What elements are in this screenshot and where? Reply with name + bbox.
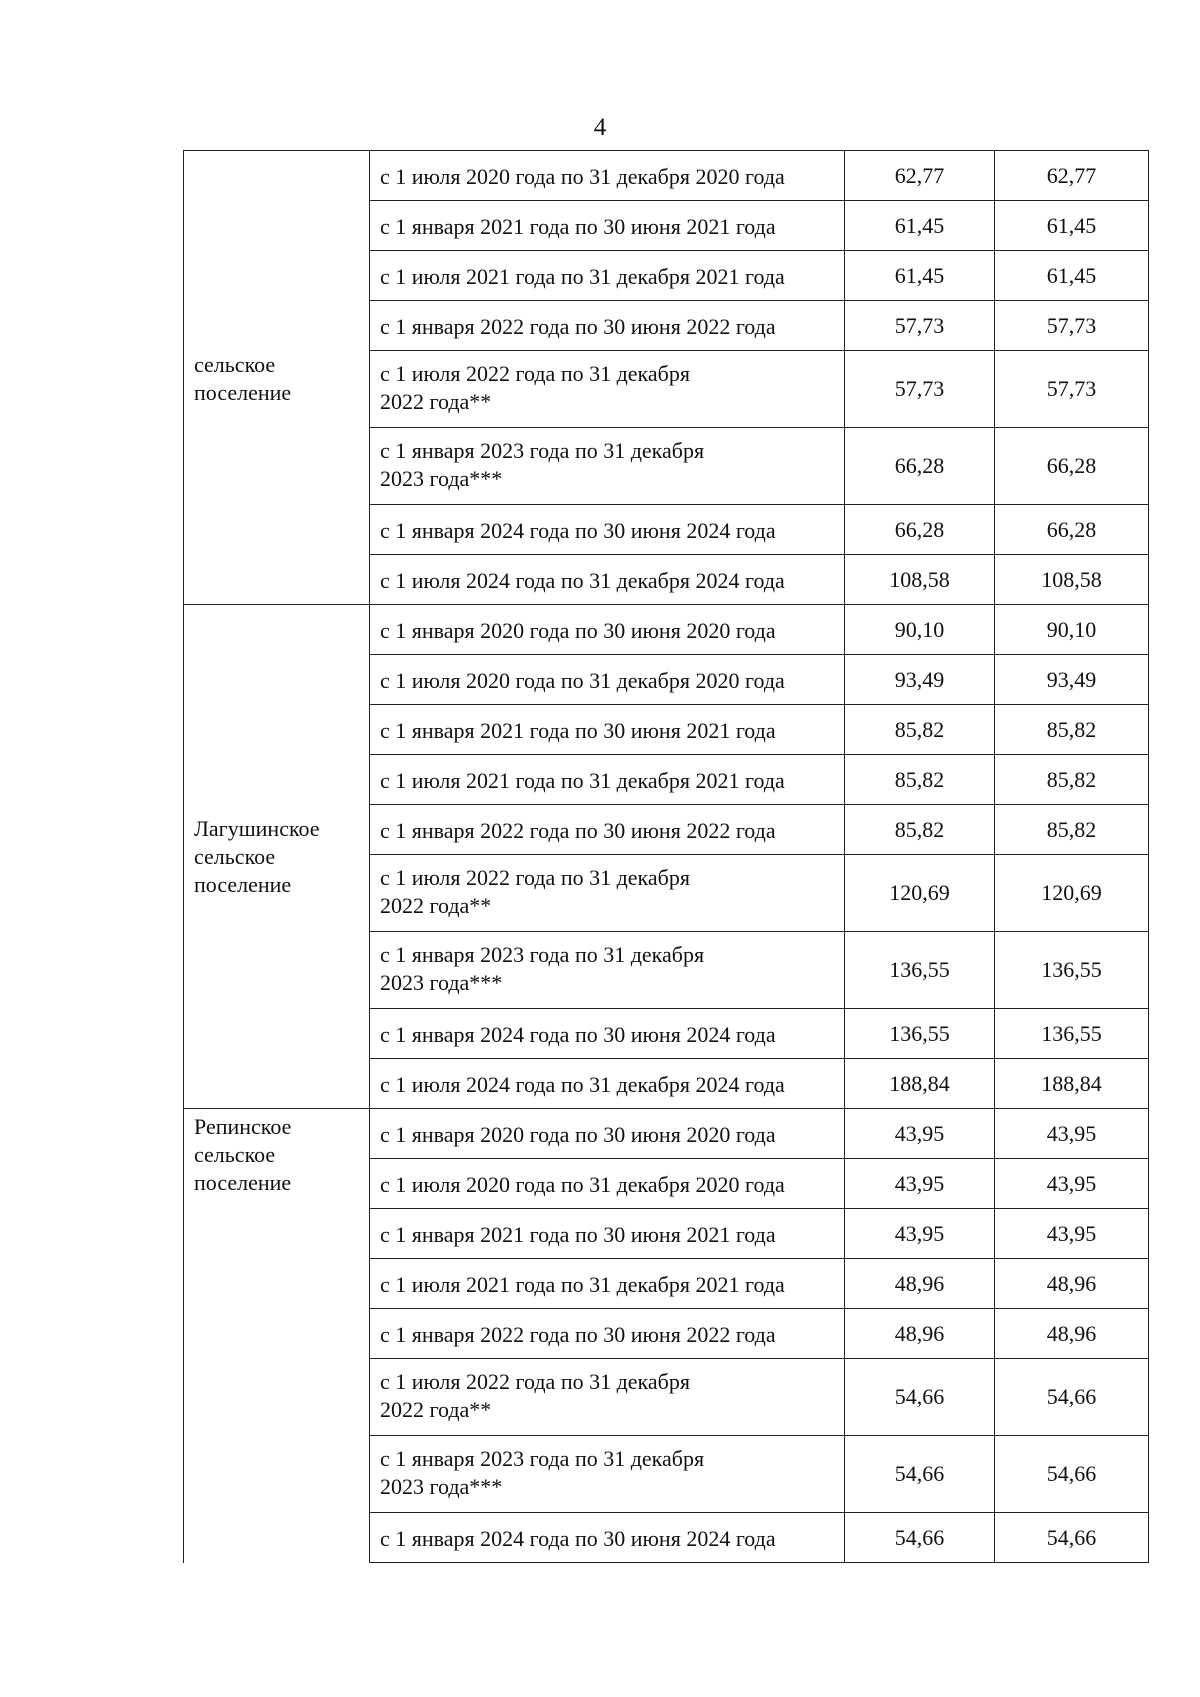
- period-cell: [370, 351, 845, 428]
- period-text: с 1 января 2021 года по 30 июня 2021 года: [380, 213, 776, 239]
- period-text: с 1 января 2023 года по 31 декабря: [380, 941, 705, 967]
- period-cell: [370, 201, 845, 251]
- period-cell: [370, 505, 845, 555]
- tariff-value-1: 54,66: [845, 1436, 995, 1513]
- settlement-name-line: сельское: [194, 1142, 276, 1167]
- settlement-name: [184, 605, 369, 899]
- tariff-value-1: 57,73: [845, 351, 995, 428]
- period-text: с 1 июля 2021 года по 31 декабря 2021 года: [380, 263, 785, 289]
- page-number: 4: [593, 114, 607, 141]
- period-cell: [370, 555, 845, 605]
- tariff-value-1: 66,28: [845, 428, 995, 505]
- period-cell: [370, 1059, 845, 1109]
- period-cell: [370, 1159, 845, 1209]
- tariff-value-1: 61,45: [845, 251, 995, 301]
- settlement-name-cell: [184, 1109, 370, 1563]
- tariff-value-2: 85,82: [995, 805, 1149, 855]
- tariff-value-1: 120,69: [845, 855, 995, 932]
- tariff-value-2: 66,28: [995, 428, 1149, 505]
- tariff-table: [183, 150, 1149, 1563]
- period-text: с 1 июля 2020 года по 31 декабря 2020 года: [380, 667, 785, 693]
- period-text: с 1 июля 2022 года по 31 декабря: [380, 864, 690, 890]
- settlement-name-line: поселение: [194, 380, 292, 405]
- period-cell: [370, 805, 845, 855]
- period-text: с 1 июля 2022 года по 31 декабря: [380, 360, 690, 386]
- tariff-value-2: 93,49: [995, 655, 1149, 705]
- period-text: с 1 января 2024 года по 30 июня 2024 года: [380, 517, 776, 543]
- period-text: 2022 года**: [380, 892, 492, 918]
- period-cell: [370, 605, 845, 655]
- period-cell: [370, 428, 845, 505]
- period-text: с 1 июля 2020 года по 31 декабря 2020 года: [380, 1171, 785, 1197]
- period-cell: [370, 1009, 845, 1059]
- tariff-value-1: 93,49: [845, 655, 995, 705]
- tariff-value-1: 108,58: [845, 555, 995, 605]
- settlement-name-line: сельское: [194, 352, 276, 377]
- period-text: 2022 года**: [380, 1396, 492, 1422]
- period-cell: [370, 1309, 845, 1359]
- tariff-value-1: 43,95: [845, 1109, 995, 1159]
- settlement-name-line: сельское: [194, 844, 276, 869]
- tariff-value-2: 120,69: [995, 855, 1149, 932]
- period-text: с 1 января 2022 года по 30 июня 2022 года: [380, 313, 776, 339]
- period-text: с 1 января 2021 года по 30 июня 2021 года: [380, 717, 776, 743]
- tariff-value-2: 57,73: [995, 351, 1149, 428]
- period-text: с 1 января 2024 года по 30 июня 2024 года: [380, 1525, 776, 1551]
- period-text: с 1 января 2020 года по 30 июня 2020 года: [380, 1121, 776, 1147]
- tariff-value-1: 61,45: [845, 201, 995, 251]
- tariff-value-2: 54,66: [995, 1359, 1149, 1436]
- tariff-value-1: 43,95: [845, 1159, 995, 1209]
- tariff-value-1: 85,82: [845, 805, 995, 855]
- tariff-value-2: 54,66: [995, 1513, 1149, 1563]
- tariff-value-2: 136,55: [995, 932, 1149, 1009]
- tariff-value-2: 188,84: [995, 1059, 1149, 1109]
- tariff-value-2: 54,66: [995, 1436, 1149, 1513]
- period-cell: [370, 932, 845, 1009]
- period-cell: [370, 1359, 845, 1436]
- period-text: с 1 июля 2024 года по 31 декабря 2024 года: [380, 567, 785, 593]
- tariff-value-1: 54,66: [845, 1513, 995, 1563]
- tariff-value-1: 48,96: [845, 1259, 995, 1309]
- table-row: [184, 151, 1149, 201]
- period-text: с 1 июля 2021 года по 31 декабря 2021 года: [380, 767, 785, 793]
- period-text: с 1 июля 2022 года по 31 декабря: [380, 1368, 690, 1394]
- tariff-value-2: 90,10: [995, 605, 1149, 655]
- tariff-value-1: 62,77: [845, 151, 995, 201]
- table-row: [184, 1109, 1149, 1159]
- tariff-value-1: 66,28: [845, 505, 995, 555]
- tariff-value-1: 188,84: [845, 1059, 995, 1109]
- period-cell: [370, 251, 845, 301]
- tariff-value-2: 57,73: [995, 301, 1149, 351]
- period-text: с 1 июля 2024 года по 31 декабря 2024 года: [380, 1071, 785, 1097]
- tariff-value-2: 62,77: [995, 151, 1149, 201]
- period-text: 2023 года***: [380, 969, 503, 995]
- period-cell: [370, 1436, 845, 1513]
- period-cell: [370, 655, 845, 705]
- tariff-value-2: 85,82: [995, 705, 1149, 755]
- period-cell: [370, 1259, 845, 1309]
- period-cell: [370, 855, 845, 932]
- tariff-value-2: 66,28: [995, 505, 1149, 555]
- tariff-value-1: 57,73: [845, 301, 995, 351]
- period-text: с 1 января 2021 года по 30 июня 2021 года: [380, 1221, 776, 1247]
- tariff-value-1: 136,55: [845, 932, 995, 1009]
- tariff-value-2: 136,55: [995, 1009, 1149, 1059]
- settlement-name-line: Репинское: [194, 1114, 292, 1139]
- tariff-value-2: 85,82: [995, 755, 1149, 805]
- period-cell: [370, 301, 845, 351]
- tariff-value-2: 61,45: [995, 251, 1149, 301]
- settlement-name-line: поселение: [194, 1170, 292, 1195]
- period-cell: [370, 755, 845, 805]
- period-cell: [370, 1513, 845, 1563]
- tariff-value-1: 54,66: [845, 1359, 995, 1436]
- tariff-value-2: 43,95: [995, 1109, 1149, 1159]
- tariff-value-2: 108,58: [995, 555, 1149, 605]
- tariff-value-1: 85,82: [845, 705, 995, 755]
- period-cell: [370, 705, 845, 755]
- settlement-name: [184, 151, 369, 407]
- period-cell: [370, 1109, 845, 1159]
- period-text: 2023 года***: [380, 1473, 503, 1499]
- period-text: с 1 января 2024 года по 30 июня 2024 года: [380, 1021, 776, 1047]
- tariff-value-1: 90,10: [845, 605, 995, 655]
- period-text: с 1 января 2022 года по 30 июня 2022 года: [380, 817, 776, 843]
- tariff-value-1: 48,96: [845, 1309, 995, 1359]
- period-text: с 1 июля 2020 года по 31 декабря 2020 года: [380, 163, 785, 189]
- period-text: 2023 года***: [380, 465, 503, 491]
- settlement-name: [184, 1109, 369, 1197]
- tariff-value-1: 85,82: [845, 755, 995, 805]
- settlement-name-cell: [184, 605, 370, 1109]
- tariff-value-2: 43,95: [995, 1209, 1149, 1259]
- tariff-value-2: 61,45: [995, 201, 1149, 251]
- period-text: 2022 года**: [380, 388, 492, 414]
- period-text: с 1 января 2022 года по 30 июня 2022 года: [380, 1321, 776, 1347]
- tariff-value-2: 48,96: [995, 1259, 1149, 1309]
- tariff-value-1: 136,55: [845, 1009, 995, 1059]
- period-text: с 1 января 2023 года по 31 декабря: [380, 437, 705, 463]
- tariff-value-1: 43,95: [845, 1209, 995, 1259]
- settlement-name-line: Лагушинское: [194, 816, 320, 841]
- settlement-name-cell: [184, 151, 370, 605]
- period-cell: [370, 1209, 845, 1259]
- tariff-table-body: [184, 151, 1149, 1563]
- period-text: с 1 июля 2021 года по 31 декабря 2021 года: [380, 1271, 785, 1297]
- period-text: с 1 января 2023 года по 31 декабря: [380, 1445, 705, 1471]
- period-text: с 1 января 2020 года по 30 июня 2020 года: [380, 617, 776, 643]
- tariff-value-2: 48,96: [995, 1309, 1149, 1359]
- period-cell: [370, 151, 845, 201]
- table-row: [184, 605, 1149, 655]
- tariff-value-2: 43,95: [995, 1159, 1149, 1209]
- settlement-name-line: поселение: [194, 872, 292, 897]
